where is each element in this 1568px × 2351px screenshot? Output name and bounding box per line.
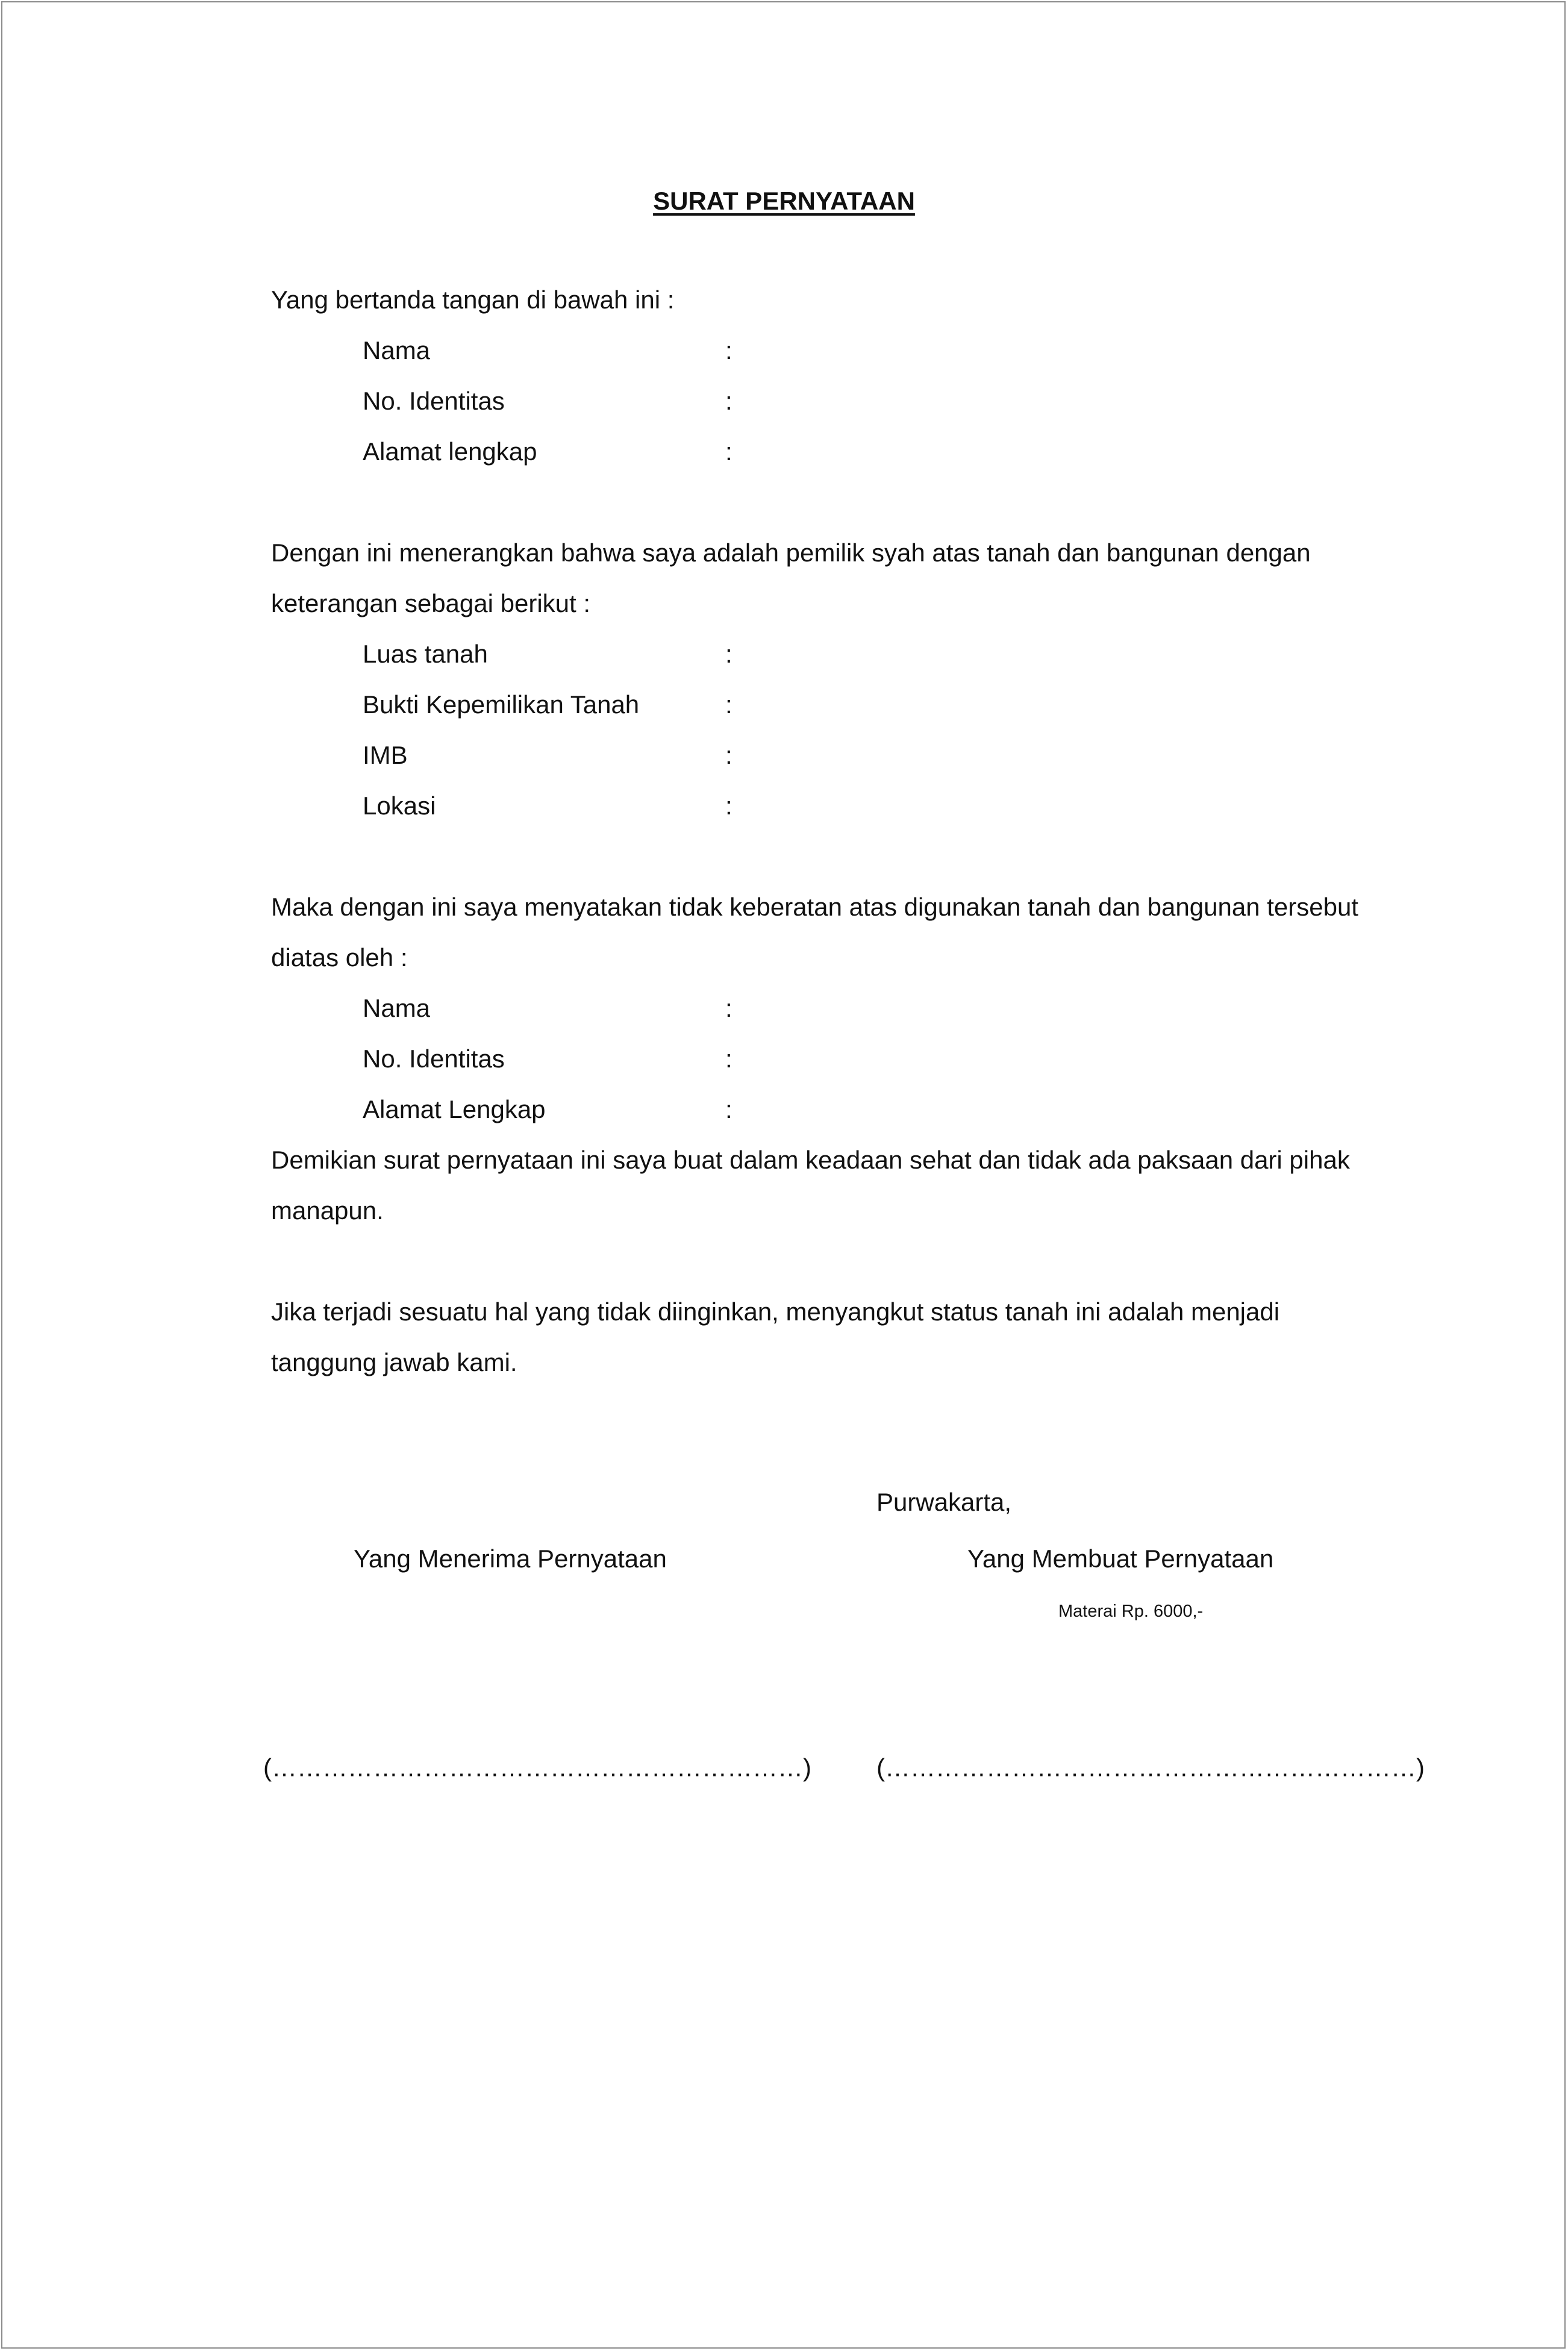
- location-label: Lokasi: [363, 791, 436, 820]
- stamp-duty-note: Materai Rp. 6000,-: [1058, 1602, 1204, 1621]
- ownership-proof-colon: :: [725, 690, 732, 719]
- signer-address-label: Alamat lengkap: [363, 437, 537, 466]
- signer-name-colon: :: [725, 336, 732, 364]
- signer-id-label: No. Identitas: [363, 387, 505, 415]
- document-title: SURAT PERNYATAAN: [653, 187, 915, 215]
- land-area-label: Luas tanah: [363, 640, 488, 668]
- signer-name-label: Nama: [363, 336, 431, 364]
- ownership-text-line2: keterangan sebagai berikut :: [271, 589, 591, 617]
- user-address-label: Alamat Lengkap: [363, 1095, 546, 1123]
- statement-text-line1: Maka dengan ini saya menyatakan tidak keberatan atas digunakan tanah dan bangunan tersebut: [271, 893, 1358, 921]
- receiver-title: Yang Menerima Pernyataan: [354, 1544, 667, 1573]
- receiver-signature-line: (………………………………………………………): [263, 1753, 811, 1782]
- ownership-proof-label: Bukti Kepemilikan Tanah: [363, 690, 640, 719]
- signer-address-colon: :: [725, 437, 732, 466]
- closing-text-line1: Demikian surat pernyataan ini saya buat dalam keadaan sehat dan tidak ada paksaan dari pihak: [271, 1146, 1350, 1174]
- signer-id-colon: :: [725, 387, 732, 415]
- imb-colon: :: [725, 741, 732, 769]
- closing-text-line2: manapun.: [271, 1196, 384, 1225]
- land-area-colon: :: [725, 640, 732, 668]
- user-name-label: Nama: [363, 994, 431, 1022]
- maker-signature-line: (………………………………………………………): [876, 1753, 1425, 1782]
- location-colon: :: [725, 791, 732, 820]
- document-page: [1, 1, 1566, 2349]
- maker-title: Yang Membuat Pernyataan: [967, 1544, 1274, 1573]
- user-id-colon: :: [725, 1044, 732, 1073]
- ownership-text-line1: Dengan ini menerangkan bahwa saya adalah pemilik syah atas tanah dan bangunan dengan: [271, 539, 1311, 567]
- responsibility-text-line2: tanggung jawab kami.: [271, 1348, 517, 1376]
- place-label: Purwakarta,: [876, 1488, 1012, 1516]
- user-id-label: No. Identitas: [363, 1044, 505, 1073]
- user-name-colon: :: [725, 994, 732, 1022]
- intro-text: Yang bertanda tangan di bawah ini :: [271, 286, 675, 314]
- user-address-colon: :: [725, 1095, 732, 1123]
- statement-text-line2: diatas oleh :: [271, 943, 408, 972]
- imb-label: IMB: [363, 741, 408, 769]
- responsibility-text-line1: Jika terjadi sesuatu hal yang tidak diinginkan, menyangkut status tanah ini adalah menjadi: [271, 1297, 1280, 1326]
